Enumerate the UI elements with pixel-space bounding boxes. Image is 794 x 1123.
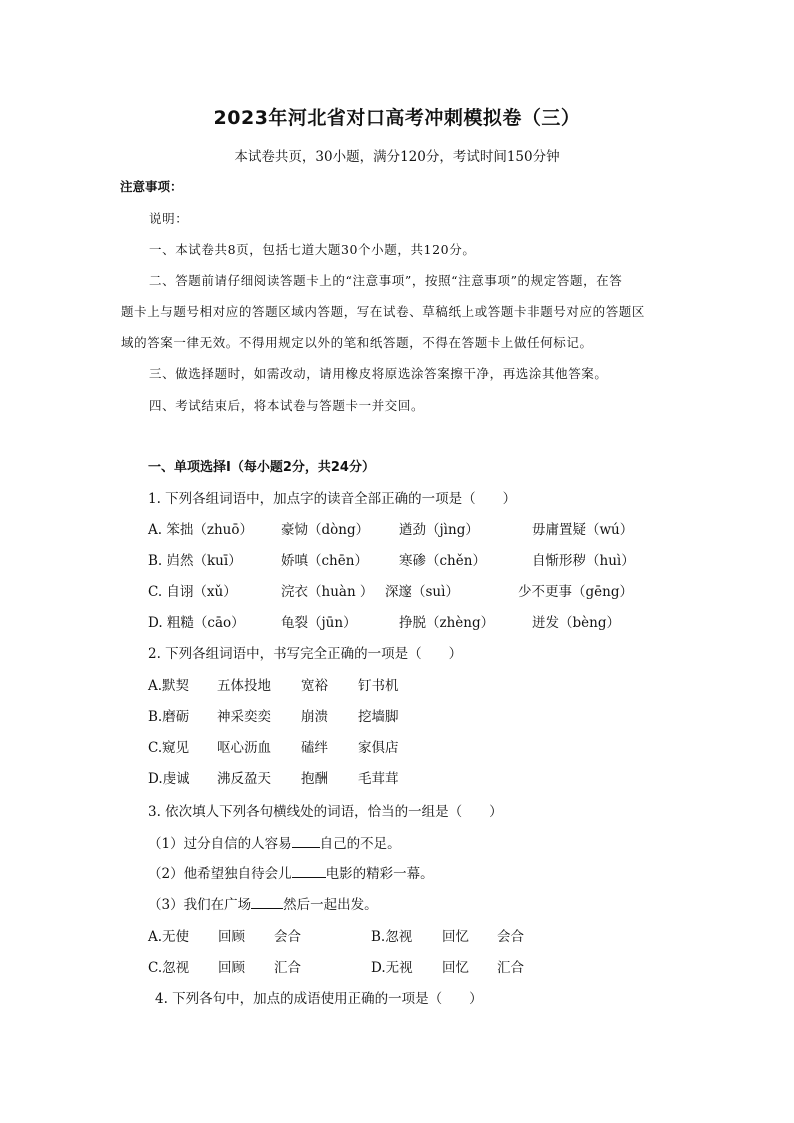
exam-subtitle: 本试卷共页，30小题，满分120分，考试时间150分钟 (234, 149, 560, 165)
question-stem: 3. 依次填人下列各句横线处的词语，恰当的一组是（ ） (148, 804, 503, 820)
option-word: 自惭形秽（huì） (532, 553, 635, 569)
option-word: 回忆 (442, 929, 469, 945)
option-word: 呕心沥血 (217, 740, 271, 756)
option-word: 深邃（suì） (385, 584, 459, 600)
option-word: 神采奕奕 (217, 709, 271, 725)
option-word: 回顾 (218, 929, 245, 945)
notice-line: 四、考试结束后，将本试卷与答题卡一并交回。 (149, 398, 425, 413)
option-word: 宽裕 (301, 678, 328, 694)
sentence-start: （2）他希望独自待会儿 (148, 866, 292, 882)
notice-line: 域的答案一律无效。不得用规定以外的笔和纸答题，不得在答题卡上做任何标记。 (121, 335, 593, 350)
notice-line: 一、本试卷共8页，包括七道大题30个小题，共120分。 (149, 242, 476, 257)
option-word: 回忆 (442, 960, 469, 976)
sentence-start: （3）我们在广场 (148, 897, 252, 913)
option-word: 钉书机 (358, 678, 399, 694)
answer-option: A.默契 (148, 678, 190, 694)
section-heading: 一、单项选择Ⅰ（每小题2分，共24分） (148, 460, 375, 475)
blank-line (292, 865, 326, 878)
notice-line: 二、答题前请仔细阅读答题卡上的“注意事项”，按照“注意事项”的规定答题，在答 (149, 273, 623, 288)
option-word: 豪恸（dòng） (281, 522, 370, 538)
option-word: 会合 (497, 929, 524, 945)
option-word: 五体投地 (217, 678, 271, 694)
option-word: 磕绊 (301, 740, 328, 756)
answer-option: D.虔诚 (148, 771, 190, 787)
option-word: 毛茸茸 (358, 771, 399, 787)
answer-option: A. 笨拙（zhuō） (148, 522, 253, 538)
option-word: 挣脱（zhèng） (399, 615, 495, 631)
option-word: 毋庸置疑（wú） (532, 522, 634, 538)
answer-option: B.忽视 (371, 929, 413, 945)
option-word: 家俱店 (358, 740, 399, 756)
notice-line: 三、做选择题时，如需改动，请用橡皮将原选涂答案擦干净，再选涂其他答案。 (149, 366, 608, 381)
exam-title: 2023年河北省对口高考冲刺模拟卷（三） (213, 107, 581, 129)
question-stem: 2. 下列各组词语中，书写完全正确的一项是（ ） (148, 646, 463, 662)
option-word: 寒碜（chěn） (399, 553, 486, 569)
fill-sentence (148, 832, 401, 852)
notice-line: 说明： (149, 211, 189, 226)
sentence-end: 电影的精彩一幕。 (325, 866, 434, 882)
option-word: 抱酬 (301, 771, 328, 787)
fill-sentence (148, 862, 434, 882)
answer-option: D. 粗糙（cāo） (148, 615, 245, 631)
answer-option: B.磨砺 (148, 709, 190, 725)
question-stem: 1. 下列各组词语中，加点字的读音全部正确的一项是（ ） (148, 491, 517, 507)
option-word: 沸反盈天 (217, 771, 271, 787)
option-word: 回顾 (218, 960, 245, 976)
answer-option: A.无使 (148, 929, 190, 945)
option-word: 汇合 (274, 960, 301, 976)
sentence-end: 然后一起出发。 (283, 897, 378, 913)
option-word: 迸发（bèng） (532, 615, 620, 631)
option-word: 崩溃 (301, 709, 328, 725)
option-word: 汇合 (497, 960, 524, 976)
option-word: 挖墙脚 (358, 709, 399, 725)
notice-line: 题卡上与题号相对应的答题区域内答题，写在试卷、草稿纸上或答题卡非题号对应的答题区 (121, 304, 646, 319)
option-word: 遒劲（jìng） (399, 522, 479, 538)
sentence-start: （1）过分自信的人容易 (148, 836, 292, 852)
question-stem: 4. 下列各句中，加点的成语使用正确的一项是（ ） (155, 991, 483, 1007)
option-word: 龟裂（jūn） (281, 615, 357, 631)
notice-heading: 注意事项： (120, 179, 183, 194)
answer-option: C.忽视 (148, 960, 190, 976)
answer-option: C.窥见 (148, 740, 190, 756)
option-word: 浣衣（huàn ） (281, 584, 374, 600)
option-word: 会合 (274, 929, 301, 945)
blank-line (292, 835, 320, 848)
answer-option: D.无视 (371, 960, 413, 976)
answer-option: C. 自诩（xǔ） (148, 584, 237, 600)
answer-option: B. 岿然（kuī） (148, 553, 242, 569)
option-word: 娇嗔（chēn） (281, 553, 368, 569)
fill-sentence (148, 893, 378, 913)
sentence-end: 自己的不足。 (319, 836, 401, 852)
blank-line (251, 896, 283, 909)
option-word: 少不更事（gēng） (518, 584, 633, 600)
